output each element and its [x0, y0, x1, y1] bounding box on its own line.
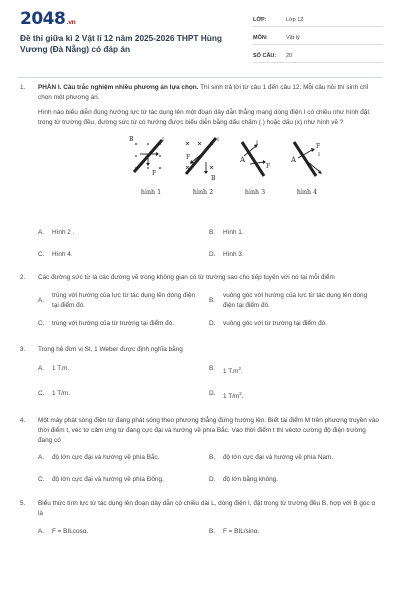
question-number: 1. — [20, 84, 26, 91]
answer-option[interactable]: C. trùng với hướng của từ trường tại điểm đó. — [38, 320, 175, 327]
meta-row-subject — [253, 31, 383, 45]
answer-option[interactable]: D. độ lớn bằng không. — [209, 476, 279, 484]
figure-2 — [178, 132, 228, 222]
figure-label: A — [291, 156, 297, 164]
question-number: 3. — [20, 346, 26, 353]
question-stem: Hình nào biểu diễn đúng hướng lực từ tác dụng lên một đoạn dây dẫn thẳng mang dòng điện I có chiều như hình đặt trong từ trường đều, đường sức từ có hướng được biểu diễn bằng dấu chấm (.) hoặc dấu (x) như hình vẽ ? — [38, 109, 370, 126]
header — [0, 0, 400, 70]
question-1 — [18, 83, 380, 128]
question-5 — [18, 499, 380, 519]
question-number: 4. — [20, 417, 26, 425]
figure-caption: hình 1 — [140, 189, 162, 196]
answer-options — [18, 453, 380, 485]
answer-option[interactable]: D. 1 $T/m^2$. — [209, 390, 244, 401]
part-instructions: Thí sinh trả lời từ câu 1 đến câu 12. Mỗi câu hỏi thí sinh chỉ chọn một phương án. — [38, 84, 369, 101]
answer-option[interactable]: B. 1 $T.m^2$. — [209, 365, 243, 376]
question-2 — [18, 273, 380, 283]
figure-1-diagram — [126, 132, 176, 186]
answer-option[interactable]: A. Hình 2 . — [38, 229, 75, 236]
question-number: 5. — [20, 500, 26, 508]
answer-option[interactable]: A. 1 T.m. — [38, 365, 70, 372]
answer-option[interactable]: A. trùng với hướng của lực từ tác dụng lên dòng điện tại điểm đó. — [38, 292, 196, 309]
question-number: 2. — [20, 274, 26, 281]
question-text: Biểu thức tính lực từ tác dụng lên đoạn dây dẫn có chiều dài L, dòng điện I, đặt trong từ trường đều B, hợp với B góc α là — [38, 500, 376, 518]
figure-label: I — [217, 137, 219, 143]
answer-options — [18, 228, 380, 260]
answer-option[interactable]: A. độ lớn cực đại và hướng về phía Bắc. — [38, 454, 160, 462]
answer-option[interactable]: D. vuông góc với từ trường tại điểm đó. — [209, 320, 327, 327]
document-meta — [253, 13, 383, 67]
answer-option[interactable]: B. vuông góc với hướng của lực từ tác dụng lên dòng điện tại điểm đó. — [209, 292, 368, 309]
question-4 — [18, 416, 380, 446]
site-logo[interactable]: 2048.vn — [20, 9, 76, 29]
figure-label: F — [316, 143, 321, 150]
figure-label: F — [186, 154, 191, 161]
answer-option[interactable]: B. Hình 1. — [209, 229, 244, 236]
figure-label: F — [152, 170, 157, 177]
answer-options — [18, 291, 380, 329]
question-text — [38, 83, 380, 103]
meta-row-class — [253, 13, 383, 27]
answer-option[interactable]: D. Hình 3. — [209, 251, 244, 258]
answer-option[interactable]: C. độ lớn cực đại và hướng về phía Đông. — [38, 476, 164, 484]
meta-value: Lớp 12 — [286, 16, 304, 23]
figure-label: I — [162, 137, 164, 143]
figure-label: A — [240, 156, 246, 164]
meta-value: 20 — [286, 52, 293, 59]
figure-4 — [282, 132, 332, 222]
meta-label: LỚP: — [253, 16, 267, 23]
document-title: Đề thi giữa kì 2 Vật lí 12 năm 2025-2026 THPT Hùng Vương (Đà Nẵng) có đáp án — [20, 33, 222, 54]
figure-label: F — [266, 163, 271, 170]
answer-option[interactable]: C. 1 T/m. — [38, 390, 70, 398]
figure-label: I — [318, 152, 320, 158]
question-text: Trong hệ đơn vị SI, 1 Weber được định nghĩa bằng — [38, 346, 183, 353]
answer-options — [18, 364, 380, 402]
part-title: PHẦN I. Câu trắc nghiệm nhiều phương án lựa chọn. — [38, 84, 199, 91]
figure-label: I — [256, 140, 258, 146]
meta-row-count — [253, 49, 383, 63]
question-text: Các đường sức từ là các đường vẽ trong không gian có từ trường sao cho tiếp tuyến với nó tại mỗi điểm — [38, 274, 335, 281]
header-divider — [18, 77, 382, 78]
answer-options — [18, 527, 380, 537]
question-list — [18, 83, 380, 537]
answer-option[interactable]: B. độ lớn cực đại và hướng về phía Nam. — [209, 454, 334, 462]
figure-label: B — [129, 136, 134, 143]
answer-option[interactable]: C. Hình 4. — [38, 251, 73, 258]
figure-row — [18, 132, 380, 222]
figure-1 — [126, 132, 176, 222]
answer-option[interactable]: A. F = BILcosα. — [38, 528, 89, 536]
question-text: Một máy phát sóng điện từ đang phát sóng theo phương thẳng đứng hướng lên. Biết tại điểm M trên phương truyền vào thời điểm t, véc tơ cảm ứng từ đang cực đại và hướng về phía Bắc. Vào thời điểm t thì véctơ cường độ điện trường đang có — [38, 417, 379, 445]
figure-caption: hình 2 — [192, 189, 214, 196]
figure-label: B — [211, 175, 216, 182]
figure-3-diagram — [230, 132, 280, 186]
meta-label: SỐ CÂU: — [253, 52, 277, 59]
figure-3 — [230, 132, 280, 222]
answer-option[interactable]: B. F = BIL/sinα. — [209, 528, 260, 536]
meta-value: Vật lý — [286, 34, 300, 41]
figure-caption: hình 3 — [244, 189, 266, 196]
question-3 — [18, 345, 380, 355]
figure-4-diagram — [282, 132, 332, 186]
figure-caption: hình 4 — [296, 189, 318, 196]
figure-2-diagram — [178, 132, 228, 186]
meta-label: MÔN: — [253, 34, 268, 41]
